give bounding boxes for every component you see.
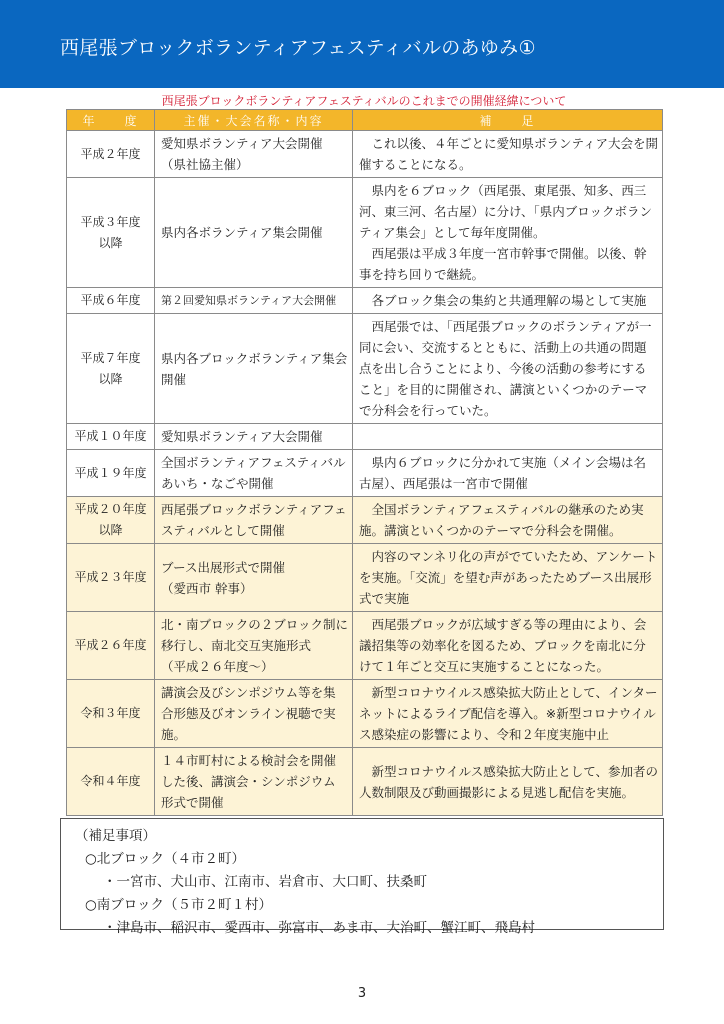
- row-year-line: 以降: [98, 523, 123, 537]
- row-name: [155, 544, 353, 612]
- row-name-text: 西尾張ブロックボランティアフェスティバルとして開催: [161, 502, 347, 538]
- row-note: [353, 450, 663, 497]
- header-note: 補 足: [353, 110, 663, 131]
- row-note: [353, 131, 663, 178]
- row-name-text: 第２回愛知県ボランティア大会開催: [161, 294, 337, 307]
- row-year-line: 平成２年度: [80, 146, 141, 161]
- row-name: [155, 424, 353, 450]
- north-block-list: ・一宮市、犬山市、江南市、岩倉市、大口町、扶桑町: [103, 874, 427, 890]
- row-year: [67, 544, 155, 612]
- row-note-text: 新型コロナウイルス感染拡大防止として、インターネットによるライブ配信を導入。※新型コロナウイルス感染症の影響により、令和２年度実施中止: [359, 685, 658, 742]
- row-note: [353, 612, 663, 680]
- row-year-line: 平成３年度: [80, 214, 141, 229]
- table-caption: 西尾張ブロックボランティアフェスティバルのこれまでの開催経緯について: [161, 94, 567, 108]
- row-name-text: 県内各ブロックボランティア集会開催: [161, 350, 348, 387]
- row-year: [67, 314, 155, 424]
- row-year-line: 令和３年度: [80, 706, 141, 720]
- row-note-text: 内容のマンネリ化の声がでていたため、アンケートを実施。「交流」を望む声があったためブース出展形式で実施: [359, 549, 658, 606]
- table-row: [67, 450, 663, 497]
- header-year: 年 度: [67, 110, 155, 131]
- table-row: [67, 314, 663, 424]
- page-number: 3: [357, 986, 367, 1001]
- row-year: [67, 288, 155, 314]
- south-block-list: ・津島市、稲沢市、愛西市、弥富市、あま市、大治町、蟹江町、飛島村: [103, 920, 535, 936]
- row-year: [67, 748, 155, 816]
- row-year: [67, 680, 155, 748]
- table-row: [67, 544, 663, 612]
- row-name: [155, 748, 353, 816]
- row-note: [353, 497, 663, 544]
- row-name-text: 北・南ブロックの２ブロック制に移行し、南北交互実施形式 （平成２６年度～）: [161, 617, 349, 674]
- row-name-text: １４市町村による検討会を開催した後、講演会・シンポジウム形式で開催: [161, 753, 337, 810]
- table-row: [67, 612, 663, 680]
- row-note-text: 各ブロック集会の集約と共通理解の場として実施: [359, 293, 647, 308]
- row-name: [155, 288, 353, 314]
- row-name: [155, 612, 353, 680]
- south-block-label: ○南ブロック（５市２町１村）: [85, 897, 273, 913]
- table-row: [67, 288, 663, 314]
- row-year-line: 令和４年度: [80, 774, 141, 788]
- table-row: [67, 131, 663, 178]
- row-name-text: 愛知県ボランティア大会開催: [161, 429, 323, 444]
- row-name-text: 県内各ボランティア集会開催: [161, 225, 323, 240]
- table-row: [67, 748, 663, 816]
- row-year-line: 平成１９年度: [74, 465, 147, 480]
- row-name-text: 愛知県ボランティア大会開催 （県社協主催）: [161, 136, 323, 172]
- row-name: [155, 314, 353, 424]
- row-name-text: 講演会及びシンポジウム等を集合形態及びオンライン視聴で実施。: [161, 685, 336, 742]
- row-year: [67, 131, 155, 178]
- row-note-text: 西尾張では、「西尾張ブロックのボランティアが一同に会い、交流するとともに、活動上の共通の問題点を出し合うことにより、今後の活動の参考にすること」を目的に開催され、講演といくつかのテーマで分科会を行っていた。: [359, 319, 652, 418]
- row-name-text: ブース出展形式で開催 （愛西市 幹事）: [161, 559, 286, 596]
- row-name: [155, 497, 353, 544]
- table-header-row: [67, 110, 663, 131]
- table-row: [67, 680, 663, 748]
- row-note: [353, 314, 663, 424]
- row-year-line: 以降: [98, 371, 123, 386]
- row-year: [67, 424, 155, 450]
- table-row: [67, 497, 663, 544]
- row-year: [67, 497, 155, 544]
- row-note-text: これ以後、４年ごとに愛知県ボランティア大会を開催することになる。: [359, 136, 659, 172]
- row-year: [67, 450, 155, 497]
- history-table: [66, 109, 663, 816]
- row-note: [353, 288, 663, 314]
- row-year: [67, 178, 155, 288]
- supplement-title: （補足事項）: [75, 828, 156, 844]
- row-name: [155, 450, 353, 497]
- row-year-line: 以降: [98, 235, 123, 250]
- row-note-text: 県内を６ブロック（西尾張、東尾張、知多、西三河、東三河、名古屋）に分け、「県内ブロックボランティア集会」として毎年度開催。 西尾張は平成３年度一宮市幹事で開催。以後、幹事を持ち回りで継続。: [359, 183, 653, 282]
- row-year-line: 平成７年度: [80, 350, 141, 365]
- row-year-line: 平成１０年度: [74, 429, 147, 443]
- row-year-line: 平成６年度: [80, 293, 141, 307]
- row-note: [353, 178, 663, 288]
- row-note-text: 全国ボランティアフェスティバルの継承のため実施。講演といくつかのテーマで分科会を開催。: [359, 502, 644, 538]
- header-name: 主催・大会名称・内容: [155, 110, 353, 131]
- row-year: [67, 612, 155, 680]
- north-block-label: ○北ブロック（４市２町）: [85, 851, 246, 867]
- supplement-box: [60, 818, 664, 936]
- row-note-text: 県内６ブロックに分かれて実施（メイン会場は名古屋）、西尾張は一宮市で開催: [359, 455, 647, 491]
- row-name: [155, 131, 353, 178]
- row-note-text: 新型コロナウイルス感染拡大防止として、参加者の人数制限及び動画撮影による見逃し配信を実施。: [359, 763, 659, 800]
- row-year-line: 平成２６年度: [74, 638, 147, 652]
- table-row: [67, 424, 663, 450]
- row-year-line: 平成２３年度: [74, 570, 147, 584]
- row-note: [353, 680, 663, 748]
- row-name: [155, 178, 353, 288]
- row-year-line: 平成２０年度: [74, 502, 147, 516]
- row-note: [353, 748, 663, 816]
- header-bar: [0, 0, 724, 88]
- row-note: [353, 544, 663, 612]
- row-note-text: 西尾張ブロックが広域すぎる等の理由により、会議招集等の効率化を図るため、ブロックを南北に分けて１年ごと交互に実施することになった。: [359, 617, 647, 674]
- row-note: [353, 424, 663, 450]
- page-title: 西尾張ブロックボランティアフェスティバルのあゆみ①: [60, 37, 536, 59]
- row-name: [155, 680, 353, 748]
- row-name-text: 全国ボランティアフェスティバルあいち・なごや開催: [161, 455, 346, 491]
- table-row: [67, 178, 663, 288]
